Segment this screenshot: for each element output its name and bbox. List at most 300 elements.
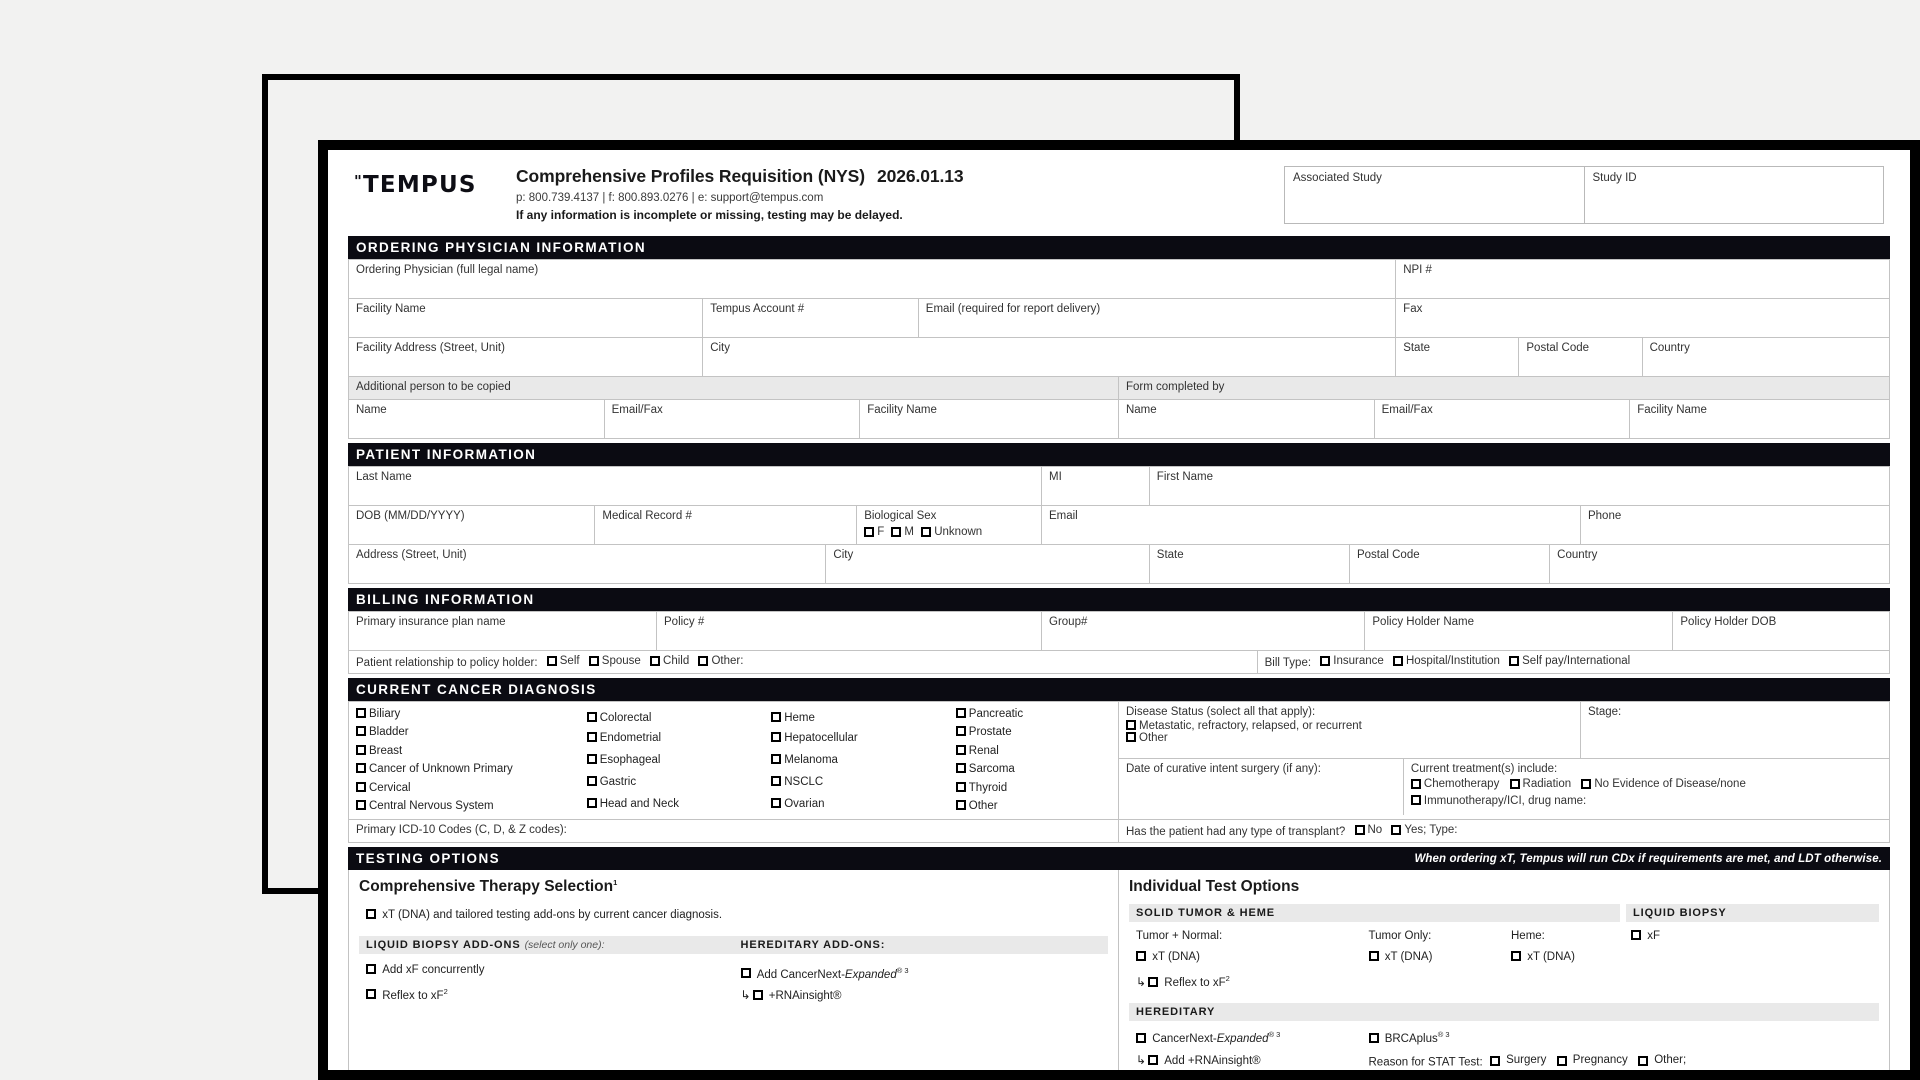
table-row — [348, 611, 1890, 651]
hereditary-options-row — [1129, 1024, 1879, 1073]
diagnosis-option[interactable] — [956, 705, 1111, 723]
patient-address-field[interactable] — [349, 545, 826, 583]
diagnosis-option[interactable] — [771, 709, 942, 727]
checkbox-icon[interactable] — [547, 656, 557, 666]
option-label: Renal — [968, 744, 999, 757]
bill-type-option-selfpay[interactable] — [1509, 655, 1630, 667]
checkbox-icon[interactable] — [771, 732, 781, 742]
tumor-only-xt-option[interactable] — [1362, 947, 1505, 968]
study-fields — [1284, 166, 1884, 224]
option-label: xT (DNA) — [1527, 951, 1575, 964]
diagnosis-option[interactable] — [587, 771, 758, 793]
treatment-option-immuno[interactable] — [1411, 795, 1882, 807]
ordering-physician-name-field[interactable] — [349, 260, 1396, 298]
checkbox-icon[interactable] — [956, 708, 966, 718]
checkbox-icon[interactable] — [1136, 951, 1146, 961]
checkbox-icon[interactable] — [1393, 656, 1403, 666]
table-row — [348, 377, 1890, 400]
study-id-label: Study ID — [1592, 172, 1637, 184]
checkbox-icon[interactable] — [587, 712, 597, 722]
checkbox-icon[interactable] — [753, 990, 763, 1000]
hereditary-rnainsight-option[interactable] — [1129, 1050, 1362, 1072]
completed-facility-field[interactable] — [1630, 400, 1889, 438]
option-label: CancerNext- — [1152, 1033, 1217, 1046]
facility-city-field[interactable] — [703, 338, 1396, 376]
field-label: Bill Type: — [1264, 657, 1312, 669]
field-label: Phone — [1587, 510, 1622, 522]
checkbox-icon[interactable] — [1411, 795, 1421, 805]
diagnosis-option[interactable] — [356, 723, 573, 741]
subheader-text: LIQUID BIOPSY ADD-ONS — [366, 938, 521, 951]
table-row — [348, 259, 1890, 299]
addon-cancernext-expanded[interactable] — [734, 960, 1109, 986]
diagnosis-option[interactable] — [587, 709, 758, 727]
diagnosis-column-4 — [949, 702, 1118, 819]
field-label: Email — [1048, 510, 1078, 522]
checkbox-icon[interactable] — [741, 968, 751, 978]
addons-options — [359, 960, 1108, 1008]
checkbox-icon[interactable] — [956, 726, 966, 736]
patient-dob-field[interactable] — [349, 506, 595, 544]
option-label: Other — [1139, 732, 1168, 744]
field-label: Email/Fax — [611, 404, 663, 416]
option-label-italic: Expanded — [1216, 1033, 1269, 1046]
diagnosis-column-3 — [764, 702, 949, 819]
field-label: Form completed by — [1126, 381, 1225, 393]
comprehensive-therapy-panel — [349, 870, 1119, 1079]
bill-type-field[interactable] — [1258, 651, 1889, 673]
completed-name-field[interactable] — [1119, 400, 1375, 438]
policy-relationship-field[interactable] — [349, 651, 1258, 673]
option-label: M — [904, 526, 915, 538]
policy-number-field[interactable] — [657, 612, 1042, 650]
table-row — [348, 466, 1890, 506]
sex-option-f[interactable] — [864, 526, 884, 538]
option-label: BRCAplus — [1384, 1033, 1438, 1046]
section-current-cancer-diagnosis — [348, 678, 1890, 701]
treatment-option-radiation[interactable] — [1510, 778, 1572, 790]
section-testing-options — [348, 847, 1890, 870]
field-label: Email (required for report delivery) — [925, 303, 1101, 315]
table-row — [348, 651, 1890, 674]
npi-field[interactable] — [1396, 260, 1889, 298]
field-label: Medical Record # — [602, 510, 692, 522]
checkbox-icon[interactable] — [864, 527, 874, 537]
hereditary-cancernext-option[interactable] — [1129, 1024, 1362, 1050]
option-label: xF — [1647, 930, 1660, 943]
field-label: Additional person to be copied — [356, 381, 511, 393]
hereditary-addons-header — [734, 936, 1109, 954]
sub-arrow-icon: ↳ — [1136, 1053, 1147, 1068]
field-label: Date of curative intent surgery (if any): — [1126, 763, 1321, 775]
policy-holder-name-field[interactable] — [1365, 612, 1673, 650]
checkbox-icon[interactable] — [366, 909, 376, 919]
diagnosis-option[interactable] — [356, 742, 573, 760]
option-label: F — [877, 526, 885, 538]
field-label: Primary ICD-10 Codes (C, D, & Z codes): — [356, 824, 567, 837]
checkbox-icon[interactable] — [587, 798, 597, 808]
checkbox-icon[interactable] — [366, 989, 376, 999]
policy-holder-dob-field[interactable] — [1673, 612, 1889, 650]
fax-field[interactable] — [1396, 299, 1889, 337]
table-row — [348, 299, 1890, 338]
disease-status-option-other[interactable] — [1126, 732, 1573, 744]
heme-group — [1504, 926, 1624, 994]
surgery-date-field[interactable] — [1119, 759, 1404, 815]
checkbox-icon[interactable] — [1126, 720, 1136, 730]
facility-name-field[interactable] — [349, 299, 703, 337]
field-label: State — [1156, 549, 1184, 561]
option-label: Radiation — [1522, 778, 1572, 790]
checkbox-icon[interactable] — [891, 527, 901, 537]
diagnosis-column-1 — [349, 702, 580, 819]
checkbox-icon[interactable] — [956, 763, 966, 773]
associated-study-field[interactable] — [1285, 167, 1585, 223]
stage-field[interactable] — [1581, 702, 1889, 758]
sub-arrow-icon: ↳ — [740, 988, 751, 1003]
copy-emailfax-field[interactable] — [605, 400, 861, 438]
tumor-normal-xt-option[interactable] — [1129, 947, 1362, 968]
field-label: Postal Code — [1356, 549, 1420, 561]
option-label: Melanoma — [784, 754, 838, 767]
checkbox-icon[interactable] — [1148, 1055, 1158, 1065]
option-label: Other — [968, 800, 998, 813]
option-label: Surgery — [1506, 1054, 1547, 1067]
checkbox-icon[interactable] — [1490, 1056, 1500, 1066]
associated-study-label: Associated Study — [1293, 172, 1382, 184]
section-title: ORDERING PHYSICIAN INFORMATION — [356, 240, 647, 255]
checkbox-icon[interactable] — [587, 754, 597, 764]
field-label: Country — [1649, 342, 1690, 354]
option-label: Add CancerNext- — [756, 968, 845, 981]
disease-status-option-metastatic[interactable] — [1126, 720, 1573, 732]
logo-text: TEMPUS — [363, 172, 477, 198]
checkbox-icon[interactable] — [1411, 779, 1421, 789]
checkbox-icon[interactable] — [587, 776, 597, 786]
sub-arrow-icon: ↳ — [1136, 975, 1147, 990]
page-title-text: Comprehensive Profiles Requisition (NYS) — [516, 166, 865, 186]
diagnosis-option[interactable] — [771, 749, 942, 771]
footnote-marker: 2 — [443, 986, 448, 996]
option-label: Hospital/Institution — [1405, 655, 1500, 667]
checkbox-icon[interactable] — [956, 745, 966, 755]
checkbox-icon[interactable] — [356, 745, 366, 755]
checkbox-icon[interactable] — [356, 708, 366, 718]
option-label: +RNAinsight® — [768, 990, 842, 1003]
hereditary-brcaplus-option[interactable] — [1362, 1024, 1880, 1050]
patient-email-field[interactable] — [1042, 506, 1581, 544]
field-label: NPI # — [1403, 264, 1432, 276]
relationship-option-other[interactable] — [698, 655, 743, 667]
option-label: Central Nervous System — [369, 800, 494, 813]
checkbox-icon[interactable] — [589, 656, 599, 666]
checkbox-icon[interactable] — [1510, 779, 1520, 789]
testing-note: When ordering xT, Tempus will run CDx if requirements are met, and LDT otherwise. — [1414, 852, 1882, 865]
liquid-biopsy-group — [1624, 926, 1879, 994]
comprehensive-therapy-title — [359, 878, 1108, 896]
diagnosis-row — [348, 701, 1890, 820]
checkbox-icon[interactable] — [650, 656, 660, 666]
tumor-only-group — [1362, 926, 1505, 994]
patient-last-name-field[interactable] — [349, 467, 1042, 505]
field-label: Name — [356, 404, 387, 416]
diagnosis-columns — [349, 702, 1118, 819]
stat-option-surgery[interactable] — [1490, 1052, 1546, 1069]
footnote-marker: ® 3 — [896, 965, 909, 975]
field-label: State — [1403, 342, 1431, 354]
diagnosis-option[interactable] — [587, 727, 758, 749]
logo-tick-mark: " — [354, 172, 364, 190]
option-label: Cervical — [369, 781, 411, 794]
patient-country-field[interactable] — [1550, 545, 1889, 583]
transplant-option-yes[interactable] — [1391, 824, 1457, 836]
transplant-option-no[interactable] — [1355, 824, 1383, 836]
footnote-marker: 2 — [1225, 974, 1230, 984]
diagnosis-option[interactable] — [956, 797, 1111, 815]
checkbox-icon[interactable] — [356, 726, 366, 736]
patient-postal-field[interactable] — [1350, 545, 1550, 583]
copy-facility-field[interactable] — [860, 400, 1119, 438]
option-label: Child — [663, 655, 690, 667]
option-label: No — [1367, 824, 1383, 837]
tumor-normal-label: Tumor + Normal: — [1136, 930, 1223, 943]
checkbox-icon[interactable] — [1509, 656, 1519, 666]
table-row — [348, 506, 1890, 545]
option-label: Immunotherapy/ICI, drug name: — [1423, 795, 1587, 807]
diagnosis-option[interactable] — [956, 779, 1111, 797]
completed-emailfax-field[interactable] — [1375, 400, 1631, 438]
option-label: Self pay/International — [1522, 655, 1631, 667]
field-label: Email/Fax — [1381, 404, 1433, 416]
individual-test-options-title: Individual Test Options — [1129, 878, 1300, 896]
diagnosis-option[interactable] — [356, 797, 573, 815]
tempus-account-field[interactable] — [703, 299, 919, 337]
option-label: Prostate — [968, 726, 1012, 739]
checkbox-icon[interactable] — [1126, 732, 1136, 742]
field-label: Patient relationship to policy holder: — [356, 657, 538, 669]
liquid-biopsy-header: LIQUID BIOPSY — [1626, 904, 1879, 922]
diagnosis-checkbox-grid — [349, 702, 1119, 819]
liquid-biopsy-xf-option[interactable] — [1624, 926, 1879, 947]
group-number-field[interactable] — [1042, 612, 1365, 650]
addons-subheaders — [359, 936, 1108, 954]
field-label: Stage: — [1588, 706, 1622, 718]
field-label: MI — [1049, 471, 1062, 483]
diagnosis-option[interactable] — [771, 793, 942, 815]
checkbox-icon[interactable] — [1136, 1033, 1146, 1043]
field-label: Facility Name — [1637, 404, 1707, 416]
tempus-logo — [354, 166, 494, 198]
footnote-marker: ® 3 — [1437, 1030, 1450, 1040]
checkbox-icon[interactable] — [356, 763, 366, 773]
checkbox-icon[interactable] — [771, 754, 781, 764]
option-label: Esophageal — [599, 754, 661, 767]
field-label: Group# — [1049, 616, 1088, 628]
liquid-biopsy-addons-header — [359, 936, 734, 954]
patient-mi-field[interactable] — [1042, 467, 1150, 505]
checkbox-icon[interactable] — [1391, 825, 1401, 835]
heme-label: Heme: — [1511, 930, 1545, 943]
option-label: Thyroid — [968, 781, 1008, 794]
option-label: Pregnancy — [1572, 1054, 1628, 1067]
hereditary-left-group — [1129, 1024, 1362, 1073]
disease-status-field[interactable] — [1119, 702, 1581, 758]
study-id-field[interactable] — [1585, 167, 1884, 223]
checkbox-icon[interactable] — [956, 800, 966, 810]
section-patient-information — [348, 443, 1890, 466]
field-label: Tempus Account # — [710, 303, 805, 315]
field-label: Address (Street, Unit) — [356, 549, 467, 561]
insurance-plan-field[interactable] — [349, 612, 657, 650]
patient-mrn-field[interactable] — [595, 506, 857, 544]
checkbox-icon[interactable] — [366, 964, 376, 974]
patient-phone-field[interactable] — [1581, 506, 1889, 544]
field-label: DOB (MM/DD/YYYY) — [356, 510, 465, 522]
field-label: Country — [1557, 549, 1598, 561]
facility-address-field[interactable] — [349, 338, 703, 376]
addon-rnainsight[interactable] — [734, 985, 1109, 1007]
table-row — [348, 545, 1890, 584]
checkbox-icon[interactable] — [1638, 1056, 1648, 1066]
section-title: CURRENT CANCER DIAGNOSIS — [356, 682, 597, 697]
checkbox-icon[interactable] — [1511, 951, 1521, 961]
comprehensive-main-option[interactable] — [359, 905, 1108, 926]
checkbox-icon[interactable] — [356, 782, 366, 792]
diagnosis-option[interactable] — [771, 727, 942, 749]
field-label: City — [833, 549, 854, 561]
checkbox-icon[interactable] — [771, 712, 781, 722]
sex-option-unknown[interactable] — [921, 526, 982, 538]
facility-postal-field[interactable] — [1519, 338, 1642, 376]
additional-person-header — [349, 377, 1119, 399]
option-label: Bladder — [369, 726, 409, 739]
diagnosis-option[interactable] — [956, 723, 1111, 741]
option-label: Other: — [711, 655, 744, 667]
field-label: Fax — [1403, 303, 1423, 315]
option-label: Endometrial — [599, 732, 662, 745]
diagnosis-option[interactable] — [587, 793, 758, 815]
document-header — [348, 160, 1890, 232]
option-label: Colorectal — [599, 712, 652, 724]
header-text-block — [516, 166, 964, 222]
table-row — [348, 400, 1890, 439]
diagnosis-option[interactable] — [356, 779, 573, 797]
option-label: Reflex to xF — [382, 989, 444, 1002]
diagnosis-option[interactable] — [956, 760, 1111, 778]
checkbox-icon[interactable] — [771, 776, 781, 786]
copy-name-field[interactable] — [349, 400, 605, 438]
subheader-text: HEREDITARY ADD-ONS: — [740, 938, 886, 951]
field-label: City — [710, 342, 730, 354]
transplant-field[interactable] — [1119, 820, 1889, 842]
panel-title-text: Comprehensive Therapy Selection — [359, 878, 614, 896]
bill-type-option-insurance[interactable] — [1320, 655, 1384, 667]
field-label: Reason for STAT Test: — [1368, 1056, 1483, 1069]
field-label: Policy Holder DOB — [1680, 616, 1777, 628]
treatment-option-chemo[interactable] — [1411, 778, 1499, 790]
patient-city-field[interactable] — [826, 545, 1149, 583]
stat-option-other[interactable] — [1638, 1052, 1686, 1069]
field-label: Facility Address (Street, Unit) — [356, 342, 505, 354]
checkbox-icon[interactable] — [1369, 951, 1379, 961]
diagnosis-option[interactable] — [356, 760, 573, 778]
facility-country-field[interactable] — [1643, 338, 1889, 376]
diagnosis-option[interactable] — [356, 705, 573, 723]
diagnosis-option[interactable] — [587, 749, 758, 771]
patient-first-name-field[interactable] — [1150, 467, 1889, 505]
checkbox-icon[interactable] — [1355, 825, 1365, 835]
checkbox-icon[interactable] — [1557, 1056, 1567, 1066]
option-label: Insurance — [1333, 655, 1384, 667]
heme-xt-option[interactable] — [1504, 947, 1624, 968]
field-label: Biological Sex — [864, 510, 937, 522]
checkbox-icon[interactable] — [771, 798, 781, 808]
checkbox-icon[interactable] — [698, 656, 708, 666]
option-label: Self — [559, 655, 580, 667]
treatment-option-ned[interactable] — [1581, 778, 1746, 790]
icd-codes-field[interactable] — [349, 820, 1119, 842]
relationship-option-spouse[interactable] — [589, 655, 641, 667]
checkbox-icon[interactable] — [1320, 656, 1330, 666]
option-label: Cancer of Unknown Primary — [369, 763, 513, 776]
tumor-normal-reflex-option[interactable] — [1129, 968, 1362, 994]
option-label: Biliary — [369, 708, 401, 720]
option-label: Metastatic, refractory, relapsed, or recurrent — [1139, 720, 1362, 732]
facility-state-field[interactable] — [1396, 338, 1519, 376]
addon-add-xf[interactable] — [359, 960, 734, 981]
checkbox-icon[interactable] — [1631, 930, 1641, 940]
stat-option-pregnancy[interactable] — [1557, 1052, 1628, 1069]
field-label: Disease Status (solect all that apply): — [1126, 706, 1316, 718]
contact-line: p: 800.739.4137 | f: 800.893.0276 | e: support@tempus.com — [516, 192, 824, 204]
biological-sex-field[interactable] — [857, 506, 1042, 544]
checkbox-icon[interactable] — [356, 800, 366, 810]
field-label: Postal Code — [1526, 342, 1590, 354]
requisition-document — [328, 150, 1910, 1080]
option-label: Yes; Type: — [1404, 824, 1458, 837]
section-title: PATIENT INFORMATION — [356, 447, 537, 462]
bill-type-option-hospital[interactable] — [1393, 655, 1500, 667]
checkbox-icon[interactable] — [956, 782, 966, 792]
diagnosis-option[interactable] — [956, 742, 1111, 760]
option-label: Sarcoma — [968, 763, 1015, 776]
relationship-option-self[interactable] — [547, 655, 580, 667]
addon-reflex-xf[interactable] — [359, 981, 734, 1007]
diagnosis-option[interactable] — [771, 771, 942, 793]
checkbox-icon[interactable] — [1148, 977, 1158, 987]
current-treatment-field[interactable] — [1404, 759, 1889, 815]
checkbox-icon[interactable] — [587, 732, 597, 742]
email-field[interactable] — [919, 299, 1396, 337]
field-label: Name — [1125, 404, 1157, 416]
diagnosis-column-2 — [580, 702, 765, 819]
checkbox-icon[interactable] — [1369, 1033, 1379, 1043]
relationship-option-child[interactable] — [650, 655, 689, 667]
patient-state-field[interactable] — [1150, 545, 1350, 583]
field-label: Policy # — [664, 616, 705, 628]
field-label: Current treatment(s) include: — [1410, 763, 1558, 775]
field-label: Ordering Physician (full legal name) — [356, 264, 539, 276]
checkbox-icon[interactable] — [1581, 779, 1591, 789]
option-label: Chemotherapy — [1423, 778, 1500, 790]
checkbox-icon[interactable] — [921, 527, 931, 537]
stat-test-field[interactable] — [1362, 1050, 1880, 1074]
individual-subheaders — [1129, 904, 1879, 922]
sex-option-m[interactable] — [891, 526, 914, 538]
subheader-note: (select only one): — [524, 938, 605, 951]
option-label: Hepatocellular — [784, 732, 858, 745]
field-label: Facility Name — [867, 404, 937, 416]
